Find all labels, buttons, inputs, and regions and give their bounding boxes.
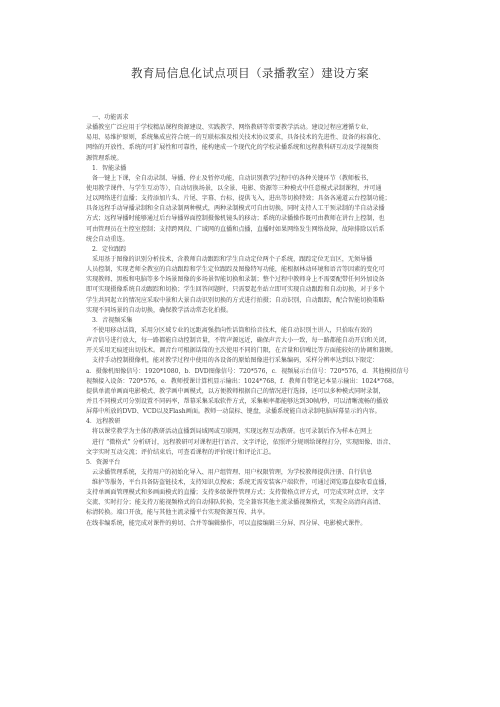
paragraph-line: 维护等服务，平台具备防盗链技术，支持知识点搜索；系统无需安装客户端软件，可通过浏览器直接收看直播， [92,479,391,487]
paragraph-line: 过以网络进行直播；支持添加片头、片尾、字幕、台标，提供飞入，进出等切换特效；具备各通道云台控制功能； [86,195,391,203]
paragraph-line: 可由管理员在主控室控制；支持跨网段、广域网的直播和点播，直播时如果网络发生网络故障，故障排除以后系 [86,225,385,233]
paragraph-line: 标清转换。端口开放，能与其他主流录播平台实现资源互传、共享。 [86,509,269,517]
paragraph-line: 屏幕中所放的DVD、VCD以及Flash画面。教师一动鼠标、键盘，录播系统能自动录制电脑屏幕显示的内容。 [86,408,381,416]
paragraph-line: 使用教学课件、与学生互动等），自动切换场景，以全景、电影、资源等三种模式中任意模式录制课程，并可通 [86,184,382,192]
paragraph-line: 视频接入设备：720*576，e．教师授课计算机显示输出：1024*768，f．教师自带笔记本显示输出：1024*768。 [86,377,398,385]
section-heading: 5．资源平台 [86,458,121,466]
paragraph-line: 提供单流单画面电影模式、教学画中画模式，以方便教师根据自己的情况进行选择，还可以多种模式同时录制， [86,387,385,395]
section-heading: 3．音视频采集 [92,316,133,324]
paragraph-line: 易用、易维护原则，系统集成应符合统一的互联标准及相关技术协议要求，具备技术的先进性、设备的标准化、 [86,134,385,142]
paragraph-line: 并且不同模式可分别设置不同码率，帮幕采集采取软件方式，采集帧率都能够达到30帧/秒，可以清晰流畅的播放 [86,397,389,405]
paragraph-line: 云录播管理系统，支持用户的初始化导入、用户组管理、用户权限管理，为学校教师提供注册、自行信息 [92,468,373,476]
paragraph-line: 学生共同起立的情况应采取中景和大景自动识别切换的方式进行拍摄；自动识别，自动跟踪，配合智能切换策略 [86,296,385,304]
paragraph-line: 不使用移动话筒，采用分区域专业的远距离强指向性话筒和拾音技术，能自动识别主讲人，只拾取有效的 [92,326,373,334]
paragraph-line: 具备远程手动导播录制和全自动录制两种模式，两种录制模式可自由切换，同时支持人工干预录制的半自动录播 [86,205,385,213]
section-heading: 1．智能录播 [92,164,127,172]
paragraph-line: 源管理系统。 [86,154,123,162]
paragraph-line: 支持手动控制摄像机，能对教学过程中使用的各设备的原始图像进行采集编码，采样分辨率达到以下限定： [92,357,379,365]
section-heading: 一、功能需求 [92,114,129,121]
paragraph-line: 方式；远程导播时能够通过后台导播界面控制摄像机镜头的移动；系统的录播操作既可由教师在讲台上控制，也 [86,215,385,223]
paragraph-line: 文字实时互动交流；评价结束后，可查看课程的评价统计和评论汇总。 [86,448,275,456]
paragraph-line: 实现不同场景的自动切换，确保教学活动常态化拍摄。 [86,306,233,314]
paragraph-line: 统会自动重连。 [86,235,129,243]
paragraph-line: 在线非编系统，能完成对课件的剪切、合并等编辑操作，可以直接编辑三分屏、四分屏、电影模式课件。 [86,519,367,527]
paragraph-line: 进行 “微格式” 分析研讨，远程教研可对课程进行语音、文字评论，依照评分规则给课程打分，实现图像、语音、 [92,438,395,446]
section-heading: 4．远程教研 [86,418,121,426]
paragraph-line: 人员控制，实现老师全教室的自动跟踪和学生定位跟踪及图像特写功能，能根据林动环境和语音等因素的变化可 [86,266,385,274]
paragraph-line: 网络的开放性、系统的可扩展性和可靠性，能构建成一个现代化的学校录播系统和远程教科研互动及学视频资 [86,144,379,152]
document-title: 教育局信息化试点项目（录播教室）建设方案 [131,66,369,80]
paragraph-line: 将以课堂教学为主体的教研活动直播到局域网或互联网，实现远程互动教研。也可录制后作为样本在网上 [92,428,373,436]
section-heading: 2．定位跟踪 [92,245,127,253]
paragraph-line: 采用基于图像的识别分析技术，含教师自动跟踪和学生自动定位两个子系统，跟踪定位无盲区，无须导播 [92,255,373,263]
paragraph-line: 开关采用无痕迹出切技术。调音台可根据话筒的主次使用不同的门限，在音量和信噪比等方面能较好的协调和兼顾。 [86,347,397,355]
paragraph-line: 支持单画面管理模式和多画面模式的直播；支持多级课件管理方式；支持微格点评方式，可完成实时点评、文字 [86,489,385,497]
paragraph-line: 录播教室广泛应用于学校精品课程资源建设、实践教学、网络教研等常要教学活动。建设过程应遵循专业、 [86,124,373,132]
paragraph-line: 交流、实时打分；能支持万能视频格式的自动排队转换，完全兼容其他主流录播视频格式，实现全高清向高清、 [86,499,385,507]
document-body [86,113,416,529]
paragraph-line: 声音信号进行放大，每一路都能自动控制音量，不管声源远近，确保声音大小一致，每一路都能自动开启和关闭， [86,337,391,345]
paragraph-line: 即可实现摄像系统自动跟踪和切换；学生回答问题时，只需要起坐站立即可实现自动跟踪和自动切换，对于多个 [86,286,385,294]
paragraph-line: 实现教师、黑板和电脑等多个场景图像的多场景智能切换和录制；整个过程中教师身上不需要配带任何外加设备 [86,276,385,284]
paragraph-line: a．摄像机图像信号：1920*1080，b．DVD图像信号：720*576，c．视频展示台信号：720*576，d．其他模拟信号 [86,367,409,375]
paragraph-line: 备一键上下课，全自动录制、导播、停止及暂停功能，自动识别教学过程中的各种关键环节（教师板书、 [92,174,373,182]
